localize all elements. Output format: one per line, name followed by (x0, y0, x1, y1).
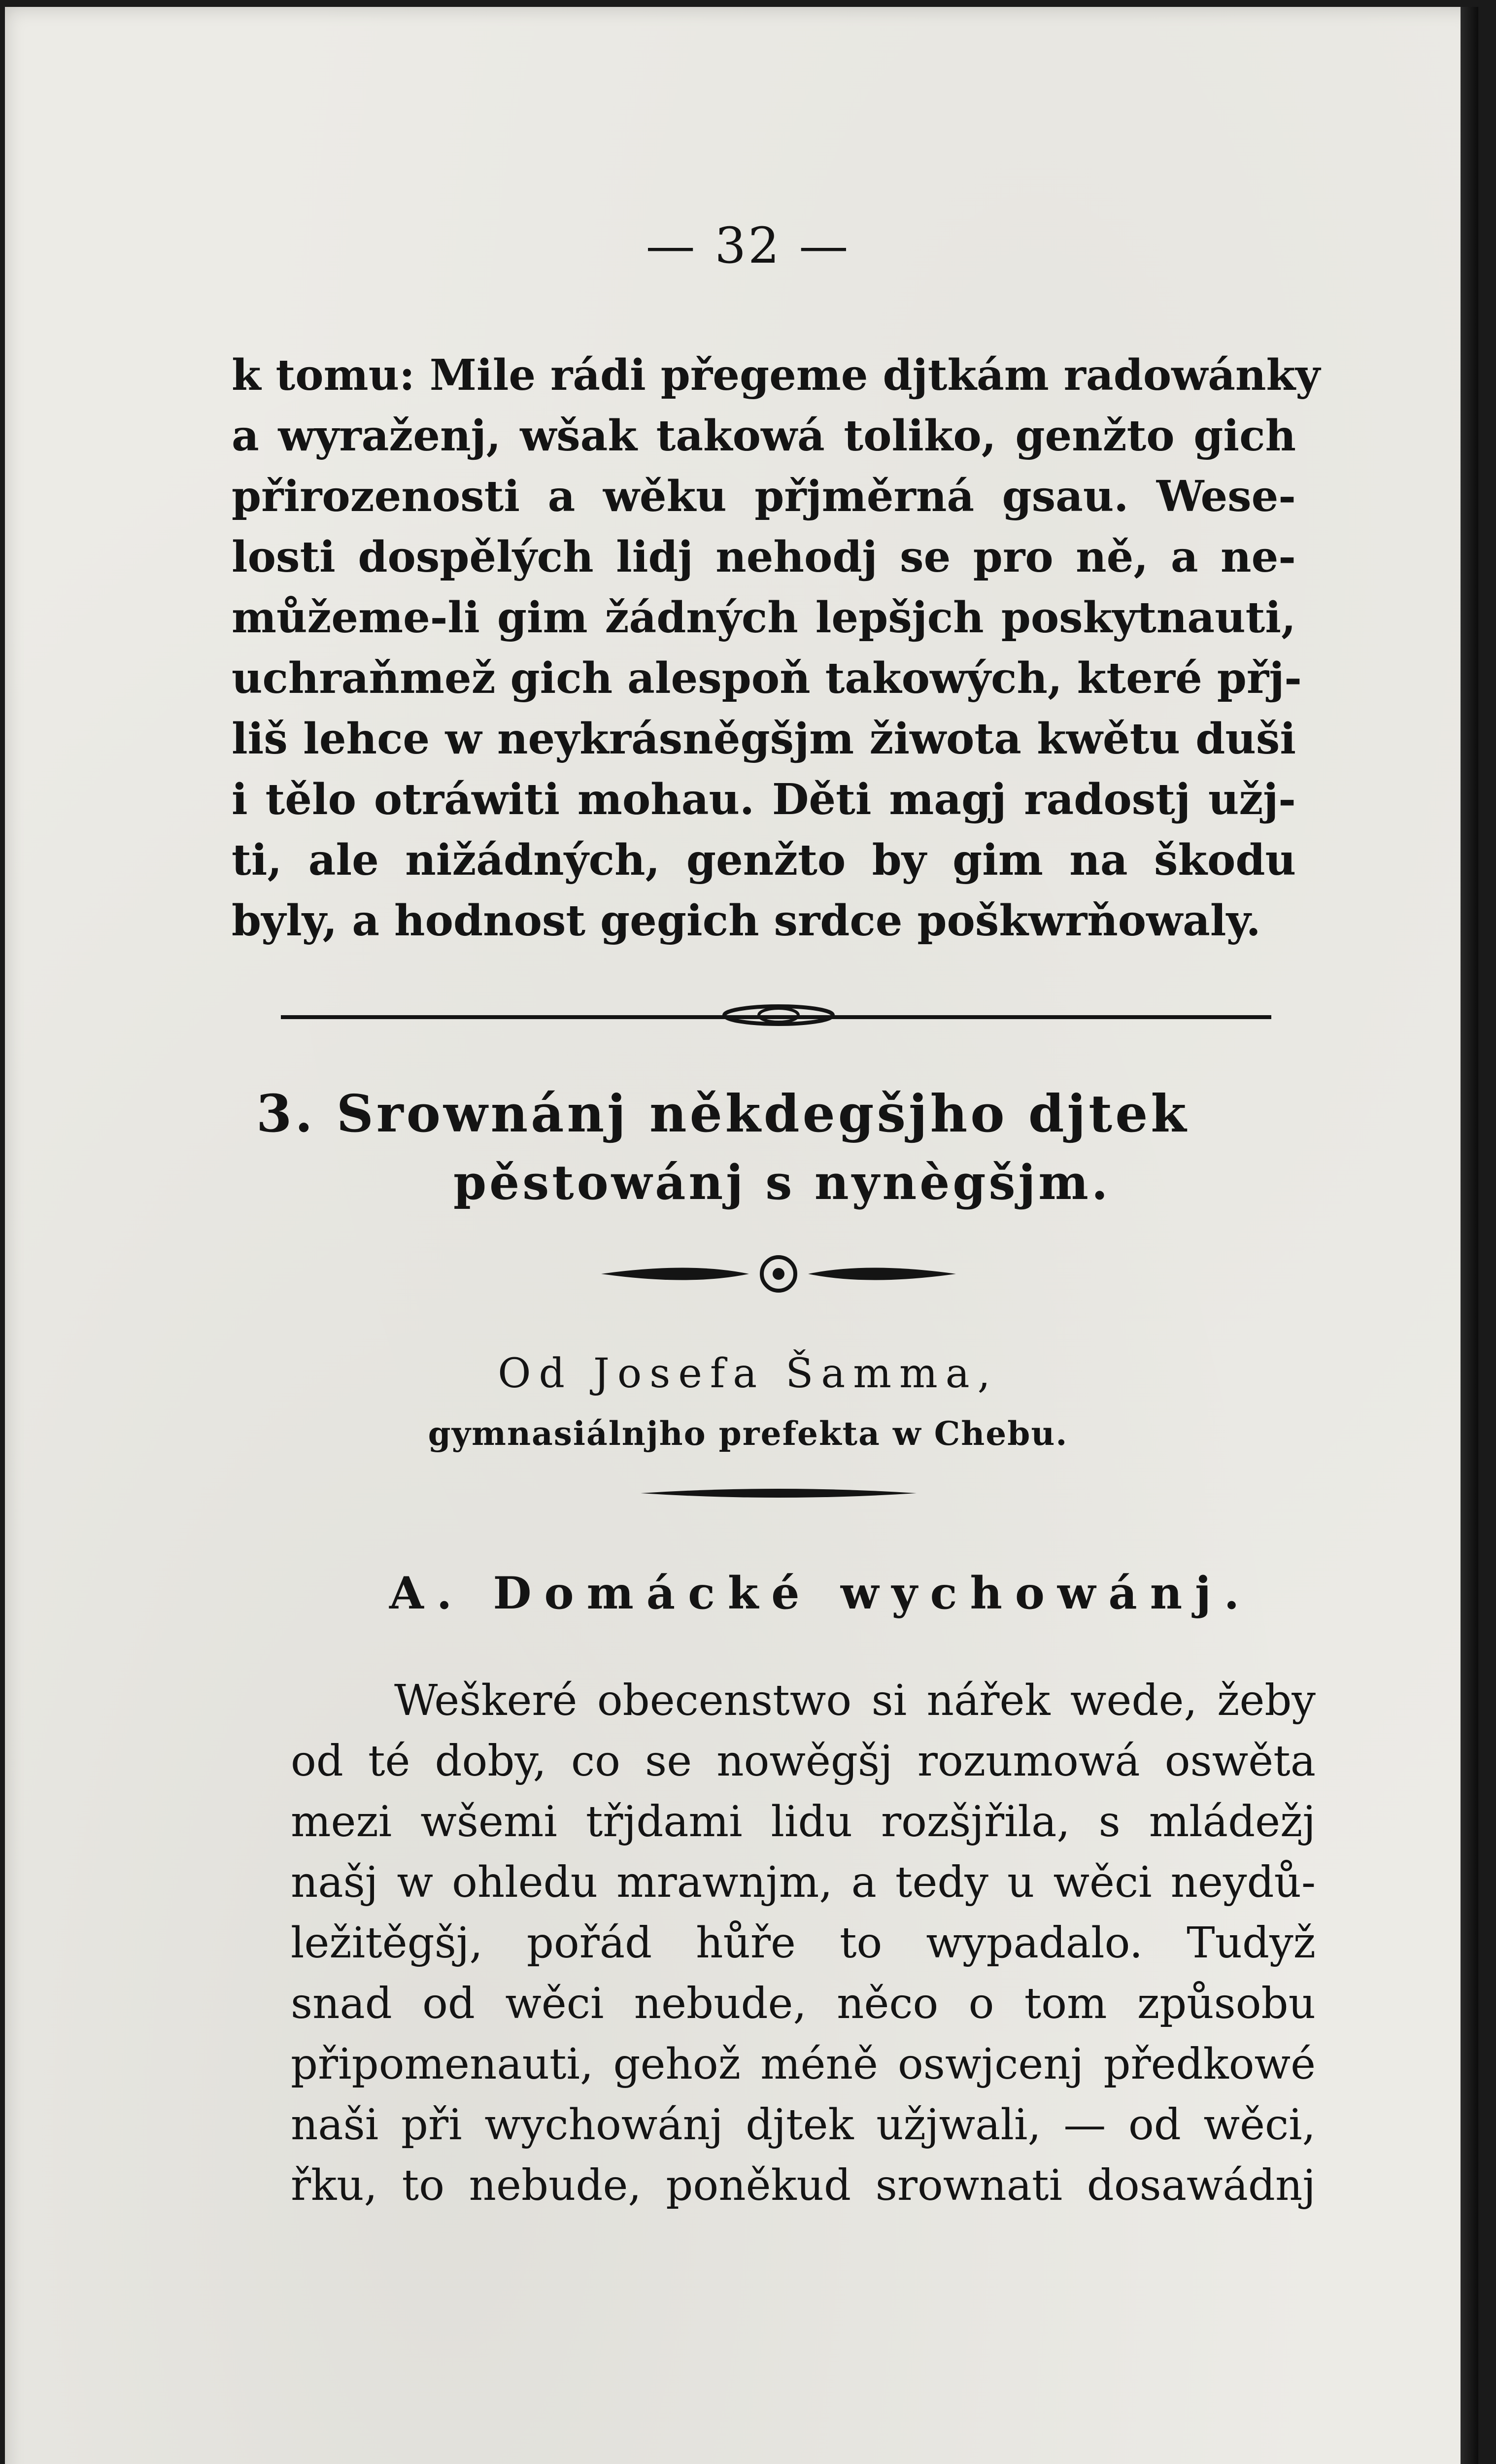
paragraph-continued (232, 345, 1321, 951)
text-line: mezi wšemi třjdami lidu rozšjřila, s mládežj (291, 1797, 1316, 1847)
heading-ornament-icon (601, 1252, 956, 1296)
text-line: losti dospělých lidj nehodj se pro ně, a ne- (232, 532, 1296, 582)
section-heading (256, 1079, 1301, 1217)
text-line: naši při wychowánj djtek užjwali, — od wěci, (291, 2100, 1316, 2150)
text-line: připomenauti, gehož méně oswjcenj předkowé (291, 2040, 1316, 2089)
text-line: můžeme-li gim žádných lepšjch poskytnauti, (232, 593, 1296, 643)
text-line: a wyraženj, wšak takowá toliko, genžto gich (232, 411, 1296, 461)
page-binding-edge (1461, 7, 1478, 2464)
subsection-heading: A. Domácké wychowánj. (389, 1567, 1253, 1619)
text-line: našj w ohledu mrawnjm, a tedy u wěci neydů- (291, 1858, 1316, 1907)
text-line: i tělo otráwiti mohau. Děti magj radostj užj- (232, 775, 1296, 824)
text-line: k tomu: Mile rádi přegeme djtkám radowánky (232, 350, 1321, 400)
text-line: přirozenosti a wěku přjměrná gsau. Wese- (232, 472, 1296, 521)
text-line: ležitěgšj, pořád hůře to wypadalo. Tudyž (291, 1918, 1316, 1968)
text-line: liš lehce w neykrásněgšjm žiwota kwětu duši (232, 714, 1296, 764)
text-line: Weškeré obecenstwo si nářek wede, žeby (394, 1676, 1316, 1725)
divider-ornament-icon (719, 1000, 838, 1030)
text-line: ti, ale nižádných, genžto by gim na škodu (232, 835, 1296, 885)
page-number: — 32 — (646, 217, 850, 274)
section-heading-line: 3. Srownánj někdegšjho djtek (256, 1083, 1190, 1144)
section-heading-line: pěstowánj s nynègšjm. (453, 1155, 1111, 1210)
text-line: uchraňmež gich alespoň takowých, které přj- (232, 653, 1302, 703)
author-title: gymnasiálnjho prefekta w Chebu. (428, 1414, 1068, 1453)
dash-ornament-icon (641, 1483, 917, 1503)
text-line: snad od wěci nebude, něco o tom způsobu (291, 1979, 1316, 2028)
text-line: od té doby, co se nowěgšj rozumowá oswěta (291, 1737, 1316, 1786)
paragraph-main (291, 1671, 1316, 2216)
text-line: byly, a hodnost gegich srdce poškwrňowaly. (232, 896, 1261, 946)
author-name: Od Josefa Šamma, (498, 1350, 998, 1397)
text-line: řku, to nebude, poněkud srownati dosawádnj (291, 2161, 1316, 2210)
